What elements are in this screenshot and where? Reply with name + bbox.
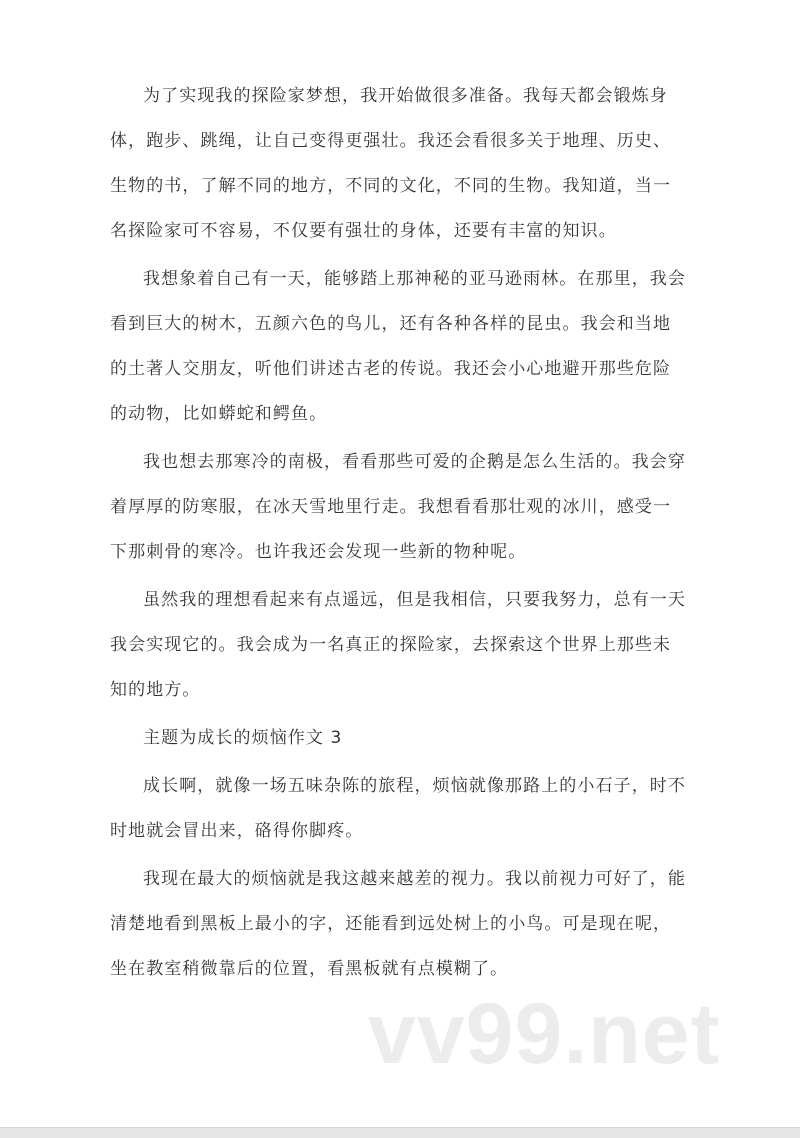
paragraph — [110, 764, 710, 854]
text-line: 清楚地看到黑板上最小的字，还能看到远处树上的小鸟。可是现在呢， — [110, 914, 672, 934]
text-line: 我也想去那寒冷的南极，看看那些可爱的企鹅是怎么生活的。我会穿 — [143, 452, 686, 472]
paragraph — [110, 257, 710, 437]
text-line: 的土著人交朋友，听他们讲述古老的传说。我还会小心地避开那些危险 — [110, 359, 672, 379]
paragraph — [110, 440, 710, 575]
paragraph — [110, 74, 710, 254]
page-bottom-edge — [0, 1127, 800, 1138]
document-body — [110, 74, 710, 995]
text-line: 主题为成长的烦恼作文 3 — [143, 728, 343, 748]
text-line: 为了实现我的探险家梦想，我开始做很多准备。我每天都会锻炼身 — [143, 86, 668, 106]
text-line: 坐在教室稍微靠后的位置，看黑板就有点模糊了。 — [110, 959, 509, 979]
text-line: 时地就会冒出来，硌得你脚疼。 — [110, 821, 364, 841]
text-line: 我会实现它的。我会成为一名真正的探险家，去探索这个世界上那些未 — [110, 635, 672, 655]
text-line: 虽然我的理想看起来有点遥远，但是我相信，只要我努力，总有一天 — [143, 590, 686, 610]
text-line: 名探险家可不容易，不仅要有强壮的身体，还要有丰富的知识。 — [110, 221, 617, 241]
text-line: 体，跑步、跳绳，让自己变得更强壮。我还会看很多关于地理、历史、 — [110, 131, 672, 151]
text-line: 我想象着自己有一天，能够踏上那神秘的亚马逊雨林。在那里，我会 — [143, 269, 686, 289]
watermark: vv99.net — [368, 986, 721, 1082]
text-line: 看到巨大的树木，五颜六色的鸟儿，还有各种各样的昆虫。我会和当地 — [110, 314, 672, 334]
text-line: 的动物，比如蟒蛇和鳄鱼。 — [110, 404, 328, 424]
text-line: 着厚厚的防寒服，在冰天雪地里行走。我想看看那壮观的冰川，感受一 — [110, 497, 672, 517]
text-line: 知的地方。 — [110, 680, 201, 700]
paragraph — [110, 857, 710, 992]
section-heading — [110, 716, 710, 761]
text-line: 我现在最大的烦恼就是我这越来越差的视力。我以前视力可好了，能 — [143, 869, 686, 889]
text-line: 成长啊，就像一场五味杂陈的旅程，烦恼就像那路上的小石子，时不 — [143, 776, 686, 796]
text-line: 下那刺骨的寒冷。也许我还会发现一些新的物种呢。 — [110, 542, 527, 562]
text-line: 生物的书，了解不同的地方，不同的文化，不同的生物。我知道，当一 — [110, 176, 672, 196]
paragraph — [110, 578, 710, 713]
